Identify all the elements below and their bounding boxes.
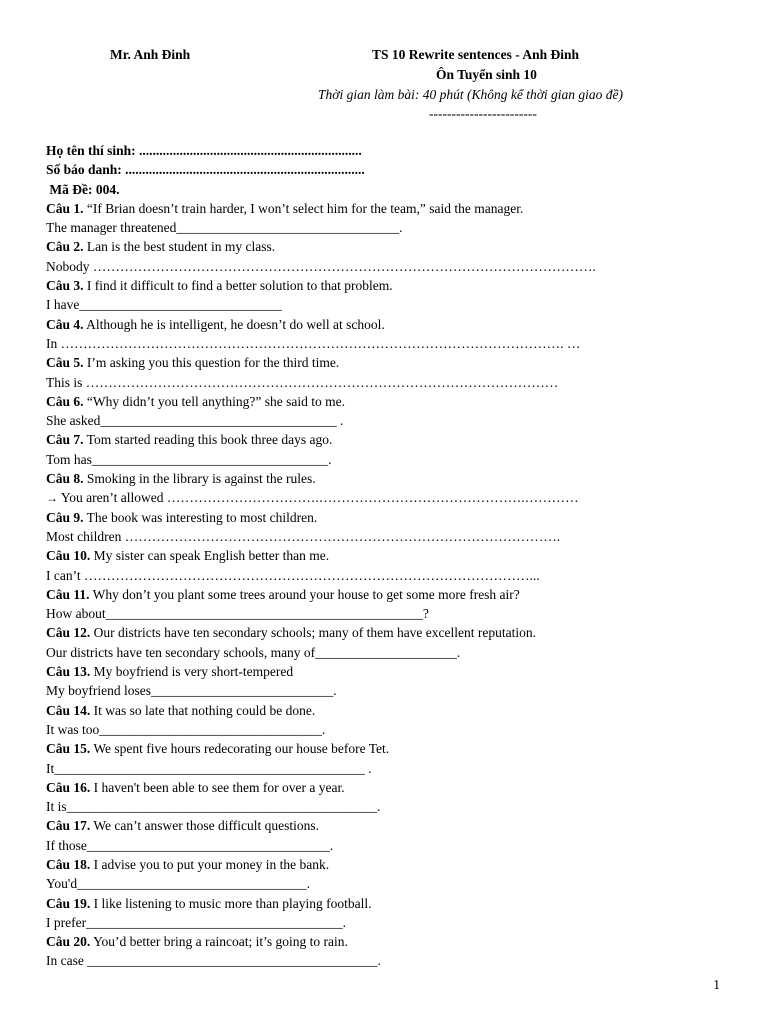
answer-line[interactable] [46, 566, 736, 585]
answer-line[interactable] [46, 295, 736, 314]
question-text: My sister can speak English better than me. [90, 548, 330, 564]
question-prompt [46, 778, 736, 797]
answer-line[interactable] [46, 681, 736, 700]
question-text: “Why didn’t you tell anything?” she said to me. [83, 393, 345, 409]
answer-text: This is …………………………………………………………………………………………… [46, 374, 559, 390]
question-text: Although he is intelligent, he doesn’t do well at school. [83, 316, 385, 332]
answer-line[interactable] [46, 411, 736, 430]
answer-text: You aren’t allowed …………………………….……………………………………….………… [60, 490, 579, 506]
question-prompt [46, 816, 736, 835]
answer-text: I can’t ………………………………………………………………………………………... [46, 567, 540, 583]
student-id-field: Số báo danh: ....................................................................... [46, 162, 365, 178]
question-prompt [46, 508, 736, 527]
student-name-field: Họ tên thí sinh: .................................................................. [46, 143, 362, 158]
answer-line[interactable] [46, 373, 736, 392]
question-text: I advise you to put your money in the bank. [90, 856, 330, 872]
question-text: Lan is the best student in my class. [83, 239, 276, 255]
question-number: Câu 8. [46, 471, 84, 487]
question-text: I find it difficult to find a better solution to that problem. [83, 278, 393, 294]
answer-line[interactable] [46, 913, 736, 932]
answer-line[interactable] [46, 527, 736, 546]
question-number: Câu 6. [46, 393, 84, 409]
answer-line[interactable] [46, 759, 736, 778]
answer-line[interactable] [46, 450, 736, 469]
question-text: Why don’t you plant some trees around your house to get some more fresh air? [89, 586, 520, 602]
answer-text: How about_______________________________________________? [46, 606, 429, 622]
answer-line[interactable] [46, 488, 736, 507]
question-text: I’m asking you this question for the third time. [83, 355, 340, 371]
answer-line[interactable] [46, 836, 736, 855]
answer-line[interactable] [46, 604, 736, 623]
question-number: Câu 15. [46, 741, 91, 757]
question-list [46, 199, 736, 971]
answer-text: In case ___________________________________________. [46, 953, 381, 969]
answer-text: She asked___________________________________ . [46, 413, 344, 429]
question-text: Smoking in the library is against the rules. [83, 471, 316, 487]
question-text: We can’t answer those difficult questions. [90, 818, 320, 834]
answer-text: My boyfriend loses___________________________. [46, 683, 337, 699]
answer-line[interactable] [46, 334, 736, 353]
document-title: TS 10 Rewrite sentences - Anh Đinh [372, 47, 580, 62]
question-number: Câu 20. [46, 934, 91, 950]
question-prompt [46, 276, 736, 295]
answer-text: It was too_________________________________. [46, 721, 326, 737]
question-prompt [46, 662, 736, 681]
question-text: My boyfriend is very short-tempered [90, 664, 294, 680]
question-number: Câu 9. [46, 509, 84, 525]
question-number: Câu 11. [46, 586, 90, 602]
question-number: Câu 19. [46, 895, 91, 911]
answer-text: I prefer______________________________________. [46, 914, 346, 930]
question-number: Câu 12. [46, 625, 91, 641]
question-prompt [46, 469, 736, 488]
question-number: Câu 7. [46, 432, 84, 448]
question-text: It was so late that nothing could be done. [90, 702, 316, 718]
question-text: I haven't been able to see them for over a year. [90, 779, 345, 795]
question-prompt [46, 392, 736, 411]
question-prompt [46, 546, 736, 565]
answer-text: It______________________________________________ . [46, 760, 372, 776]
question-number: Câu 16. [46, 779, 91, 795]
answer-line[interactable] [46, 643, 736, 662]
question-prompt [46, 237, 736, 256]
question-number: Câu 1. [46, 200, 84, 216]
question-text: Our districts have ten secondary schools; many of them have excellent reputation. [90, 625, 537, 641]
exam-code: Mã Đề: 004. [46, 181, 120, 197]
question-number: Câu 14. [46, 702, 91, 718]
question-text: I like listening to music more than playing football. [90, 895, 372, 911]
question-text: You’d better bring a raincoat; it’s going to rain. [90, 934, 348, 950]
question-prompt [46, 932, 736, 951]
answer-text: I have______________________________ [46, 297, 282, 313]
question-text: The book was interesting to most children. [83, 509, 318, 525]
question-number: Câu 2. [46, 239, 84, 255]
answer-text: Most children ……………………………………………………………………………………. [46, 528, 561, 544]
arrow-icon: → [46, 491, 58, 506]
question-number: Câu 5. [46, 355, 84, 371]
question-number: Câu 3. [46, 278, 84, 294]
answer-line[interactable] [46, 951, 736, 970]
answer-text: In …………………………………………………………………………………………………. … [46, 335, 581, 351]
answer-text: It is______________________________________________. [46, 799, 381, 815]
answer-text: You'd__________________________________. [46, 876, 310, 892]
question-prompt [46, 353, 736, 372]
question-prompt [46, 585, 736, 604]
exam-body [46, 141, 736, 971]
time-note: Thời gian làm bài: 40 phút (Không kể thời gian giao đề) [318, 87, 624, 102]
question-prompt [46, 855, 736, 874]
header-divider: ------------------------ [429, 106, 537, 121]
answer-line[interactable] [46, 874, 736, 893]
page-number: 1 [713, 977, 720, 992]
question-prompt [46, 701, 736, 720]
question-number: Câu 17. [46, 818, 91, 834]
answer-line[interactable] [46, 257, 736, 276]
answer-line[interactable] [46, 218, 736, 237]
question-text: We spent five hours redecorating our house before Tet. [90, 741, 390, 757]
author-name: Mr. Anh Đinh [110, 47, 191, 62]
answer-text: Our districts have ten secondary schools, many of_____________________. [46, 644, 461, 660]
question-text: “If Brian doesn’t train harder, I won’t select him for the team,” said the manager. [83, 200, 524, 216]
document-subtitle: Ôn Tuyển sinh 10 [436, 67, 537, 82]
question-number: Câu 13. [46, 664, 91, 680]
answer-line[interactable] [46, 720, 736, 739]
question-number: Câu 10. [46, 548, 91, 564]
answer-text: Tom has___________________________________. [46, 451, 332, 467]
question-prompt [46, 430, 736, 449]
question-prompt [46, 199, 736, 218]
answer-line[interactable] [46, 797, 736, 816]
question-prompt [46, 739, 736, 758]
question-text: Tom started reading this book three days ago. [83, 432, 333, 448]
answer-text: Nobody …………………………………………………………………………………………………. [46, 258, 596, 274]
answer-text: The manager threatened_________________________________. [46, 220, 403, 236]
question-number: Câu 4. [46, 316, 84, 332]
question-number: Câu 18. [46, 856, 91, 872]
answer-text: If those____________________________________. [46, 837, 334, 853]
question-prompt [46, 894, 736, 913]
question-prompt [46, 315, 736, 334]
question-prompt [46, 623, 736, 642]
